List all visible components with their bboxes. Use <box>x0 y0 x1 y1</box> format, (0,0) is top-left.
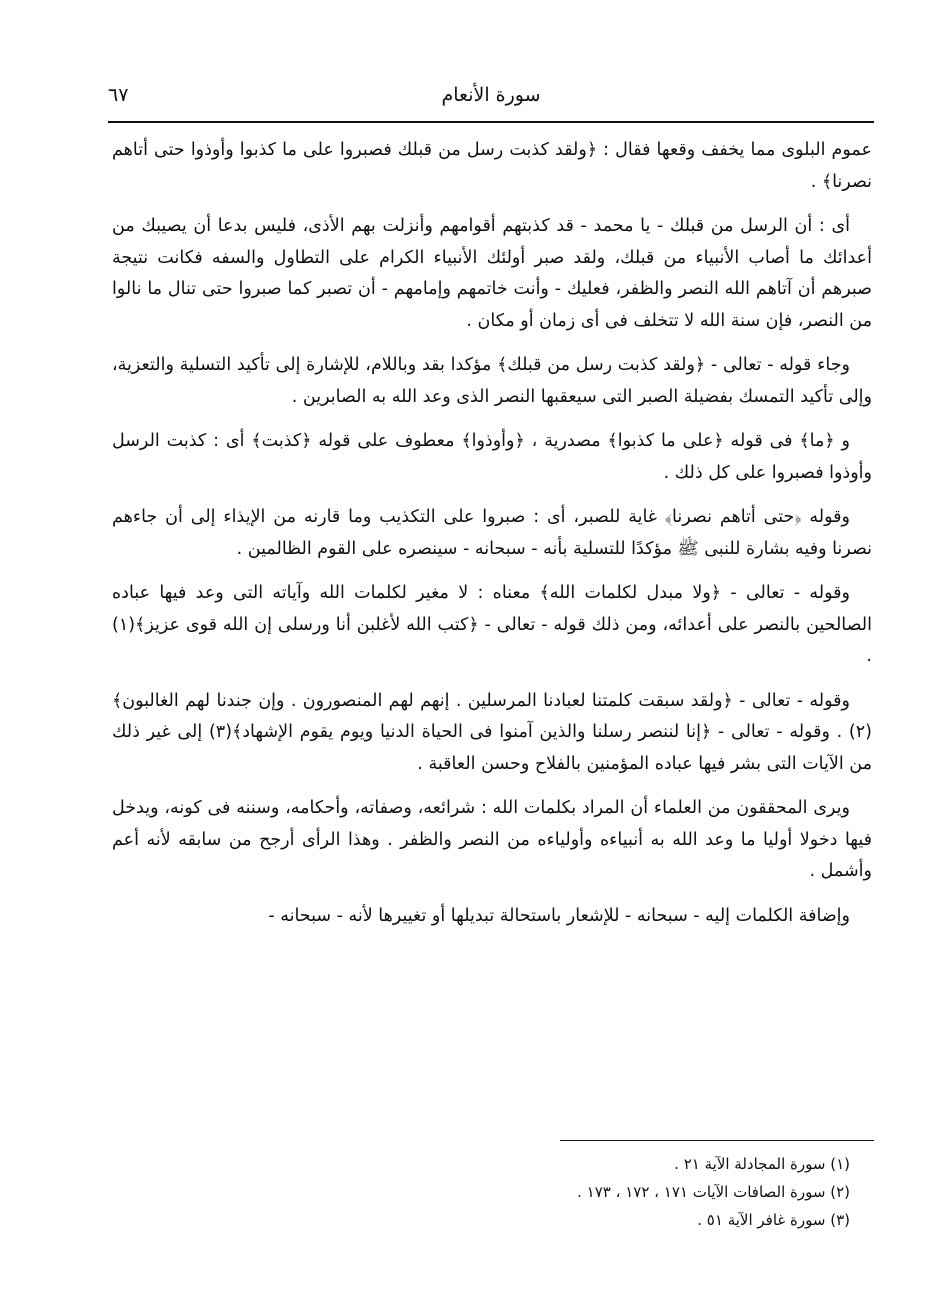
paragraph-3: وجاء قوله - تعالى - ﴿ولقد كذبت رسل من قبلك﴾ مؤكدا بقد وباللام، للإشارة إلى تأكيد التسلية والتعزية، وإلى تأكيد التمسك بفضيلة الصبر التى سيعقبها النصر الذى وعد الله به الصابرين . <box>112 355 872 407</box>
paragraph-7: وقوله - تعالى - ﴿ولقد سبقت كلمتنا لعبادنا المرسلين . إنهم لهم المنصورون . وإن جندنا لهم الغالبون﴾(٢) . وقوله - تعالى - ﴿إنا لننصر رسلنا والذين آمنوا فى الحياة الدنيا ويوم يقوم الإشهاد﴾(٣) إلى غير ذلك من الآيات التى بشر فيها عباده المؤمنين بالفلاح وحسن العاقبة . <box>112 690 872 774</box>
footnote-1: (١) سورة المجادلة الآية ٢١ . <box>674 1155 850 1173</box>
paragraph-4: و ﴿ما﴾ فى قوله ﴿على ما كذبوا﴾ مصدرية ، ﴿وأوذوا﴾ معطوف على قوله ﴿كذبت﴾ أى : كذبت الرسل وأوذوا فصبروا على كل ذلك . <box>112 431 872 483</box>
header-rule <box>108 121 874 123</box>
paragraph-6: وقوله - تعالى - ﴿ولا مبدل لكلمات الله﴾ معناه : لا مغير لكلمات الله وآياته التى وعد فيها عباده الصالحين بالنصر على أعدائه، ومن ذلك قوله - تعالى - ﴿كتب الله لأغلبن أنا ورسلى إن الله قوى عزيز﴾(١) . <box>112 583 872 666</box>
body-text <box>112 135 872 945</box>
footnotes <box>360 1150 850 1234</box>
page-number: ٦٧ <box>108 84 129 106</box>
footnote-rule <box>560 1140 874 1141</box>
page-header <box>108 80 874 116</box>
paragraph-2: أى : أن الرسل من قبلك - يا محمد - قد كذبتهم أقوامهم وأنزلت بهم الأذى، فليس بدعا أن يصيبك من أعدائك ما أصاب الأنبياء من قبلك، ولقد صبر أولئك الأنبياء الكرام على التطاول والسفه فكانت نتيجة صبرهم أن آتاهم الله النصر والظفر، فعليك - وأنت خاتمهم وإمامهم - أن تصبر كما صبروا حتى تنال ما نالوا من النصر، فإن سنة الله لا تتخلف فى أى زمان أو مكان . <box>112 216 872 331</box>
footnote-3: (٣) سورة غافر الآية ٥١ . <box>697 1211 850 1229</box>
footnote-2: (٢) سورة الصافات الآيات ١٧١ ، ١٧٢ ، ١٧٣ . <box>577 1183 850 1201</box>
running-title: سورة الأنعام <box>441 84 541 106</box>
paragraph-9: وإضافة الكلمات إليه - سبحانه - للإشعار باستحالة تبديلها أو تغييرها لأنه - سبحانه - <box>268 905 850 926</box>
paragraph-5: وقوله ﴿حتى أتاهم نصرنا﴾ غاية للصبر، أى : صبروا على التكذيب وما قارنه من الإيذاء إلى أن جاءهم نصرنا وفيه بشارة للنبى ﷺ مؤكدًا للتسلية بأنه - سبحانه - سينصره على القوم الظالمين . <box>112 507 872 559</box>
paragraph-1: عموم البلوى مما يخفف وقعها فقال : ﴿ولقد كذبت رسل من قبلك فصبروا على ما كذبوا وأوذوا حتى أتاهم نصرنا﴾ . <box>112 140 872 192</box>
paragraph-8: ويرى المحققون من العلماء أن المراد بكلمات الله : شرائعه، وصفاته، وأحكامه، وسننه فى كونه، ويدخل فيها دخولا أوليا ما وعد الله به أنبياءه وأولياءه من النصر والظفر . وهذا الرأى أرجح من سابقه لأنه أعم وأشمل . <box>112 798 872 881</box>
